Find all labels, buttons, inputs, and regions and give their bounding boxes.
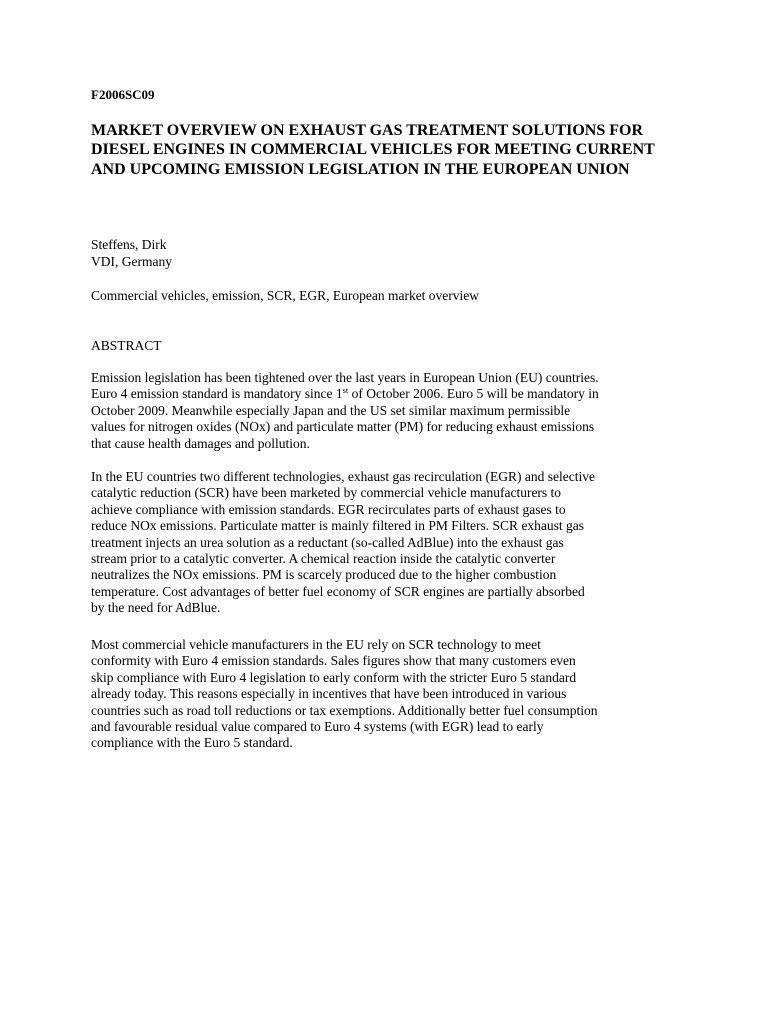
paragraph-line: achieve compliance with emission standards. EGR recirculates parts of exhaust gases to <box>91 501 566 517</box>
paragraph-line: compliance with the Euro 5 standard. <box>91 735 293 751</box>
line-text: Euro 4 emission standard is mandatory since 1 <box>91 386 343 402</box>
paragraph-line: already today. This reasons especially in incentives that have been introduced in various <box>91 686 567 702</box>
paragraph-line: and favourable residual value compared to Euro 4 systems (with EGR) lead to early <box>91 719 544 735</box>
paragraph-line: neutralizes the NOx emissions. PM is scarcely produced due to the higher combustion <box>91 567 557 583</box>
paragraph-line: by the need for AdBlue. <box>91 600 221 616</box>
paragraph-line: reduce NOx emissions. Particulate matter is mainly filtered in PM Filters. SCR exhaust gas <box>91 518 585 534</box>
line-text: of October 2006. Euro 5 will be mandatory in <box>348 386 599 402</box>
paragraph-line: countries such as road toll reductions or tax exemptions. Additionally better fuel consumption <box>91 702 598 718</box>
paragraph-line: values for nitrogen oxides (NOx) and particulate matter (PM) for reducing exhaust emissions <box>91 419 595 435</box>
abstract-paragraph-3 <box>91 637 683 752</box>
superscript-ordinal: st <box>342 385 349 396</box>
paragraph-line <box>91 386 683 402</box>
abstract-heading: ABSTRACT <box>91 338 162 353</box>
keywords: Commercial vehicles, emission, SCR, EGR, European market overview <box>91 288 480 303</box>
paragraph-line: October 2009. Meanwhile especially Japan and the US set similar maximum permissible <box>91 402 571 418</box>
paragraph-line: conformity with Euro 4 emission standards. Sales figures show that many customers even <box>91 653 576 669</box>
paragraph-line: treatment injects an urea solution as a reductant (so-called AdBlue) into the exhaust gas <box>91 534 564 550</box>
paper-code: F2006SC09 <box>91 87 155 102</box>
author-affiliation: VDI, Germany <box>91 254 172 270</box>
paragraph-line: stream prior to a catalytic converter. A chemical reaction inside the catalytic converter <box>91 551 556 567</box>
abstract-paragraph-1 <box>91 370 683 452</box>
paragraph-line: Most commercial vehicle manufacturers in the EU rely on SCR technology to meet <box>91 637 541 652</box>
paragraph-line: In the EU countries two different technologies, exhaust gas recirculation (EGR) and selective <box>91 469 595 484</box>
paragraph-line: skip compliance with Euro 4 legislation to early conform with the stricter Euro 5 standard <box>91 669 577 685</box>
paragraph-line: temperature. Cost advantages of better fuel economy of SCR engines are partially absorbed <box>91 583 585 599</box>
paragraph-line: that cause health damages and pollution. <box>91 435 310 451</box>
author-name: Steffens, Dirk <box>91 237 167 252</box>
author-block <box>91 236 172 271</box>
abstract-paragraph-2 <box>91 469 683 617</box>
paper-title: MARKET OVERVIEW ON EXHAUST GAS TREATMENT SOLUTIONS FOR DIESEL ENGINES IN COMMERCIAL VEHICLES FOR MEETING CURRENT AND UPCOMING EMISSION LEGISLATION IN THE EUROPEAN UNION <box>91 122 655 178</box>
paragraph-line: Emission legislation has been tightened over the last years in European Union (EU) countries. <box>91 370 599 385</box>
paragraph-line: catalytic reduction (SCR) have been marketed by commercial vehicle manufacturers to <box>91 485 562 501</box>
